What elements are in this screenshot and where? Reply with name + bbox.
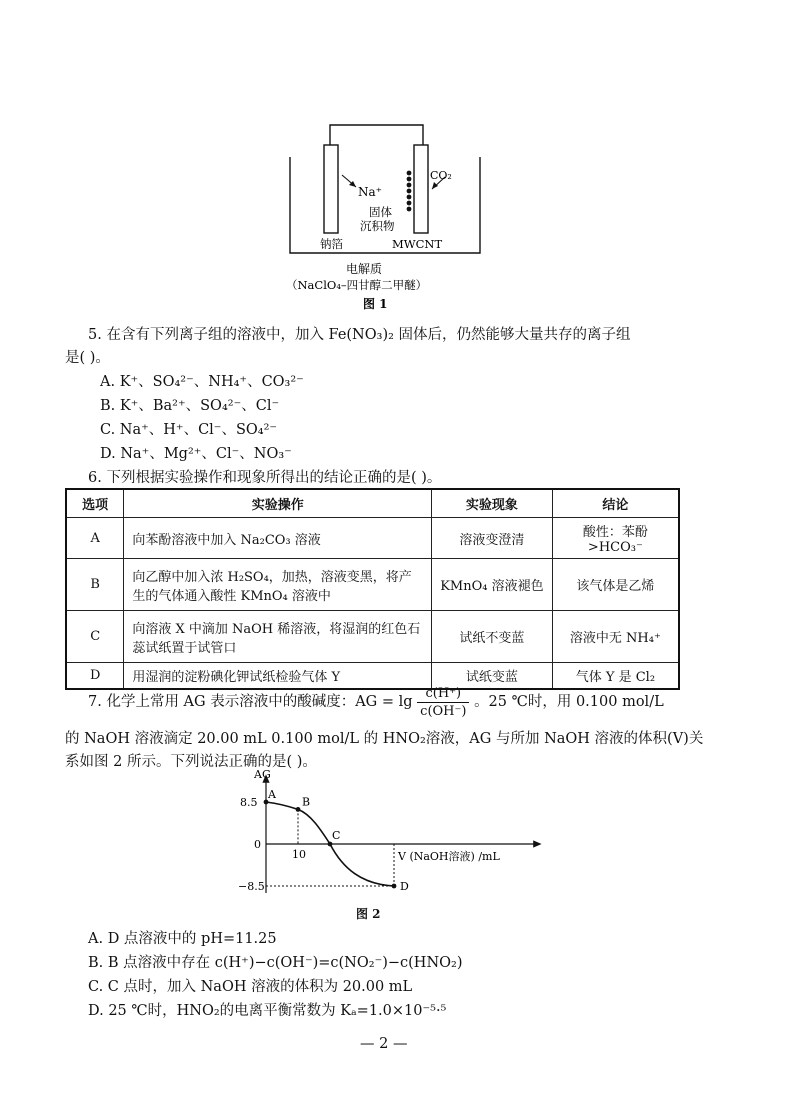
row-observation: 溶液变澄清	[432, 518, 553, 559]
row-option: B	[66, 559, 124, 611]
row-operation: 向苯酚溶液中加入 Na₂CO₃ 溶液	[124, 518, 432, 559]
figure-2-chart	[238, 768, 558, 910]
q7-stem-line1	[88, 682, 664, 722]
point-label-d: D	[400, 880, 409, 893]
q7-stem-post: 。25 ℃时，用 0.100 mol/L	[474, 694, 664, 710]
solid-deposit-dots	[407, 171, 412, 212]
figure-1-caption: 图 1	[363, 297, 388, 311]
fraction-numerator: c(H⁺)	[417, 685, 469, 703]
table-row	[66, 559, 679, 611]
mwcnt-electrode	[414, 145, 428, 233]
ag-fraction	[417, 685, 469, 720]
figure-2-caption: 图 2	[356, 907, 381, 921]
q7-stem-pre: 7. 化学上常用 AG 表示溶液中的酸碱度：AG = lg	[88, 694, 413, 710]
circuit-wire	[330, 125, 423, 150]
chart-points	[264, 788, 409, 893]
y-tick-label-zero: 0	[254, 838, 261, 851]
row-conclusion: 该气体是乙烯	[552, 559, 679, 611]
electrolyte-formula: （NaClO₄–四甘醇二甲醚）	[286, 278, 428, 292]
q5-option-c: C. Na⁺、H⁺、Cl⁻、SO₄²⁻	[100, 422, 278, 438]
q7-option-b: B. B 点溶液中存在 c(H⁺)−c(OH⁻)=c(NO₂⁻)−c(HNO₂)	[88, 955, 463, 971]
q5-stem-line2: 是( )。	[65, 350, 110, 366]
data-point-d	[392, 884, 397, 889]
q5-option-d: D. Na⁺、Mg²⁺、Cl⁻、NO₃⁻	[100, 446, 292, 462]
row-operation: 用湿润的淀粉碘化钾试纸检验气体 Y	[124, 663, 432, 690]
co2-arrowhead	[432, 182, 438, 189]
x-tick-label: 10	[292, 848, 306, 861]
point-label-a: A	[268, 788, 276, 801]
y-axis-label: AG	[254, 768, 271, 781]
data-point-c	[328, 842, 333, 847]
row-observation: KMnO₄ 溶液褪色	[432, 559, 553, 611]
q6-stem: 6. 下列根据实验操作和现象所得出的结论正确的是( )。	[88, 470, 442, 486]
row-operation: 向乙醇中加入浓 H₂SO₄，加热，溶液变黑，将产生的气体通入酸性 KMnO₄ 溶液中	[124, 559, 432, 611]
sodium-foil-electrode	[324, 145, 338, 233]
q5-option-b: B. K⁺、Ba²⁺、SO₄²⁻、Cl⁻	[100, 398, 280, 414]
q7-option-d: D. 25 ℃时，HNO₂的电离平衡常数为 Kₐ=1.0×10⁻⁵·⁵	[88, 1003, 447, 1019]
page-number: — 2 —	[360, 1036, 408, 1052]
table-header-row	[66, 489, 679, 518]
table-row	[66, 518, 679, 559]
row-conclusion: 溶液中无 NH₄⁺	[552, 611, 679, 663]
row-observation: 试纸变蓝	[432, 663, 553, 690]
fraction-denominator: c(OH⁻)	[420, 703, 467, 719]
row-observation: 试纸不变蓝	[432, 611, 553, 663]
point-label-b: B	[302, 795, 311, 809]
table-row	[66, 611, 679, 663]
x-axis-label: V (NaOH溶液) /mL	[398, 850, 500, 863]
q7-option-c: C. C 点时，加入 NaOH 溶液的体积为 20.00 mL	[88, 979, 413, 995]
row-option: D	[66, 663, 124, 690]
q7-stem-line3: 系如图 2 所示。下列说法正确的是( )。	[65, 754, 317, 770]
point-label-c: C	[332, 829, 341, 842]
q5-stem-line1: 5. 在含有下列离子组的溶液中，加入 Fe(NO₃)₂ 固体后，仍然能够大量共存的离子组	[88, 327, 631, 343]
q7-option-a: A. D 点溶液中的 pH=11.25	[88, 931, 277, 947]
left-electrode-label: 钠箔	[320, 237, 343, 251]
q7-stem-line2: 的 NaOH 溶液滴定 20.00 mL 0.100 mol/L 的 HNO₂溶液，AG 与所加 NaOH 溶液的体积(V)关	[65, 731, 704, 747]
row-operation: 向溶液 X 中滴加 NaOH 稀溶液，将湿润的红色石蕊试纸置于试管口	[124, 611, 432, 663]
row-option: A	[66, 518, 124, 559]
header-conclusion: 结论	[552, 489, 679, 518]
na-plus-label: Na⁺	[358, 185, 382, 199]
row-conclusion: 酸性：苯酚>HCO₃⁻	[552, 518, 679, 559]
data-point-b	[296, 807, 301, 812]
row-conclusion: 气体 Y 是 Cl₂	[552, 663, 679, 690]
right-electrode-label: MWCNT	[392, 237, 443, 251]
figure-1-cell	[280, 115, 500, 315]
header-operation: 实验操作	[124, 489, 432, 518]
electrolyte-label: 电解质	[346, 262, 383, 276]
header-observation: 实验现象	[432, 489, 553, 518]
solid-label-1: 固体	[369, 205, 392, 219]
y-tick-label-bottom: −8.5	[238, 880, 265, 893]
solid-label-2: 沉积物	[360, 219, 395, 233]
q5-option-a: A. K⁺、SO₄²⁻、NH₄⁺、CO₃²⁻	[100, 374, 304, 390]
row-option: C	[66, 611, 124, 663]
q6-experiment-table	[65, 488, 680, 690]
co2-label: CO₂	[430, 169, 452, 182]
y-tick-label-top: 8.5	[240, 796, 258, 809]
header-option: 选项	[66, 489, 124, 518]
